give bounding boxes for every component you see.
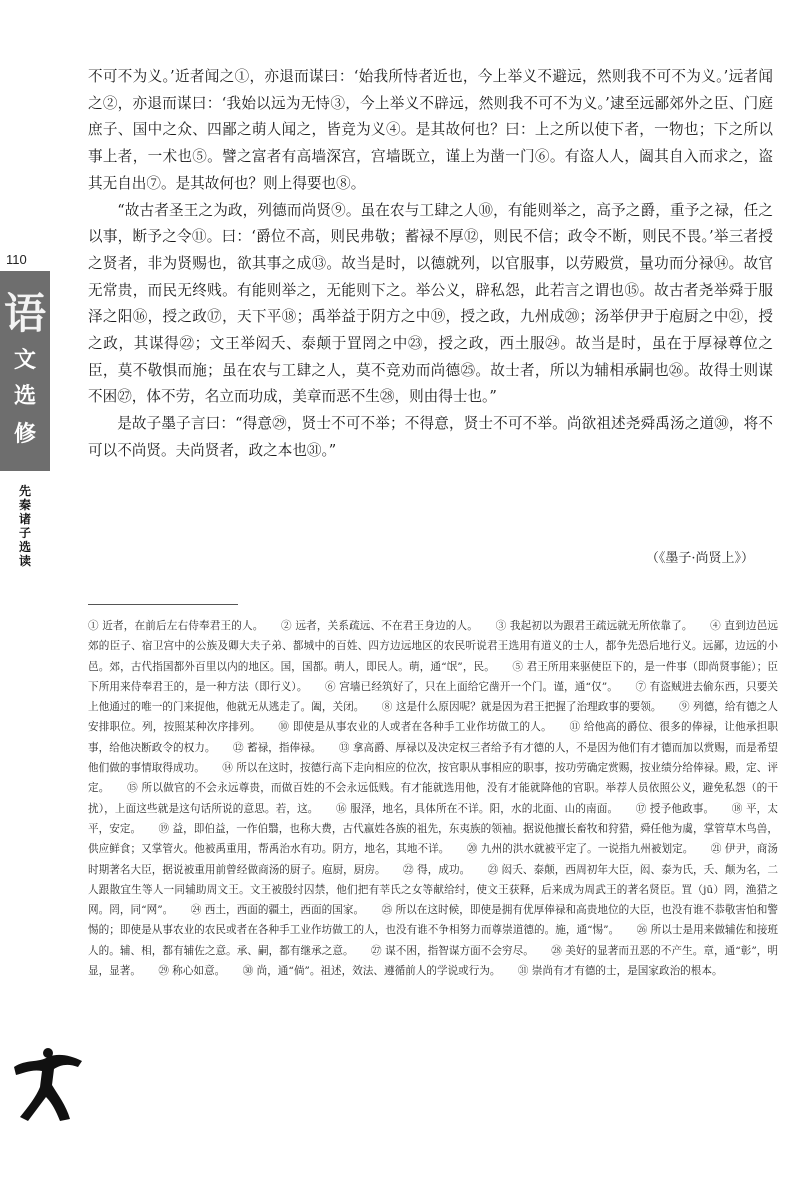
footnote: ⑲ 益，即伯益，一作伯翳，也称大费，古代嬴姓各族的祖先，东夷族的领袖。据说他擅长畜牧和狩猎，舜任他为虞，掌管草木鸟兽，供应鲜食；又掌管火。他被禹重用，帮禹治水有功。阴方，地名，其地不详。 xyxy=(88,822,779,856)
footnote: ⑫ 蓄禄，指俸禄。 xyxy=(232,741,322,754)
body-paragraph-2: “故古者圣王之为政，列德而尚贤⑨。虽在农与工肆之人⑩，有能则举之，高予之爵，重予之禄，任之以事，断予之令⑪。曰：‘爵位不高，则民弗敬；蓄禄不厚⑫，则民不信；政令不断，则民不畏。’举三者授之贤者，非为贤赐也，欲其事之成⑬。故当是时，以德就列，以官服事，以劳殿赏，量功而分禄⑭。故官无常贵，而民无终贱。有能则举之，无能则下之。举公义，辟私怨，此若言之谓也⑮。故古者尧举舜于服泽之阳⑯，授之政⑰，天下平⑱；禹举益于阴方之中⑲，授之政，九州成⑳；汤举伊尹于庖厨之中㉑，授之政，其谋得㉒；文王举闳夭、泰颠于罝罔之中㉓，授之政，西土服㉔。故当是时，虽在于厚禄尊位之臣，莫不敬惧而施；虽在农与工肆之人，莫不竞劝而尚德㉕。故士者，所以为辅相承嗣也㉖。故得士则谋不困㉗，体不劳，名立而功成，美章而恶不生㉘，则由得士也。” xyxy=(88,201,773,406)
footnote: ㉖ 所以士是用来做辅佐和接班人的。辅、相，都有辅佐之意。承、嗣，都有继承之意。 xyxy=(88,924,779,957)
footnote: ⑨ 列德，给有德之人安排职位。列，按照某种次序排列。 xyxy=(88,701,778,734)
footnote: ⑪ 给他高的爵位、很多的俸禄，让他承担职事，给他决断政令的权力。 xyxy=(88,721,778,754)
footnote: ㉛ 崇尚有才有德的士，是国家政治的根本。 xyxy=(517,965,723,978)
footnote: ⑥ 宫墙已经筑好了，只在上面给它凿开一个门。谨，通“仅”。 xyxy=(325,680,618,693)
side-band-char-2: 选 xyxy=(13,384,36,409)
page-number: 110 xyxy=(6,252,27,267)
chapter-side-band xyxy=(0,271,50,471)
footnote: ㉒ 得，成功。 xyxy=(403,863,471,876)
source-citation: （《墨子·尚贤上》） xyxy=(645,551,754,566)
footnote: ⑤ 君王所用来驱使臣下的，是一件事（即尚贤事能）；臣下所用来侍奉君王的，是一种方法（即行义）。 xyxy=(88,660,778,693)
footnote: ⑰ 授予他政事。 xyxy=(635,802,715,815)
footnote: ② 远者，关系疏远、不在君王身边的人。 xyxy=(281,620,479,632)
footnote: ㉔ 西土，西面的疆土，西面的国家。 xyxy=(190,904,365,917)
side-band-big-char: 语 xyxy=(3,289,46,338)
footnote: ㉑ 伊尹，商汤时期著名大臣，据说被重用前曾经做商汤的厨子。庖厨，厨房。 xyxy=(88,843,778,876)
side-band-char-3: 修 xyxy=(13,422,36,447)
footnote-divider xyxy=(88,604,238,605)
footnote: ③ 我起初以为跟君王疏远就无所依靠了。 xyxy=(495,620,693,632)
footnote: ⑬ 拿高爵、厚禄以及决定权三者给予有才德的人，不是因为他们有才德而加以赏赐，而是希望他们做的事情取得成功。 xyxy=(88,741,778,775)
footnote: ㉙ 称心如意。 xyxy=(158,965,226,978)
footnote: ⑳ 九州的洪水就被平定了。一说指九州被划定。 xyxy=(466,843,694,856)
footnote: ㉕ 所以在这时候，即使是拥有优厚俸禄和高贵地位的大臣，也没有谁不恭敬害怕和警惕的；即使是从事农业的农民或者在各种手工业作坊做工的人，也没有谁不争相努力而尊崇道德的。施，通“惕”。 xyxy=(88,904,778,937)
book-vertical-title: 先秦诸子选读 xyxy=(18,484,31,568)
body-paragraph-1: 不可不为义。’近者闻之①，亦退而谋曰：‘始我所恃者近也，今上举义不避远，然则我不可不为义。’远者闻之②，亦退而谋曰：‘我始以远为无恃③，今上举义不辟远，然则我不可不为义。’逮至远鄙郊外之臣、门庭庶子、国中之众、四鄙之萌人闻之，皆竞为义④。是其故何也？曰：上之所以使下者，一物也；下之所以事上者，一术也⑤。譬之富者有高墙深宫，宫墙既立，谨上为凿一门⑥。有盗人人，阖其自入而求之，盗其无自出⑦。是其故何也？则上得要也⑧。 xyxy=(88,68,773,192)
footnote: ㉚ 尚，通“倘”。祖述，效法、遵循前人的学说或行为。 xyxy=(242,965,501,978)
footnote: ① 近者，在前后左右侍奉君王的人。 xyxy=(88,620,264,632)
footnote: ㉗ 谋不困，指智谋方面不会穷尽。 xyxy=(371,944,534,957)
main-text xyxy=(88,64,773,465)
footnote: ⑱ 平，太平，安定。 xyxy=(88,802,778,835)
ink-figure-decoration xyxy=(8,1045,88,1125)
footnote: ㉘ 美好的显著而丑恶的不产生。章，通“彰”，明显，显著。 xyxy=(88,944,778,978)
footnote: ⑯ 服泽，地名，具体所在不详。阳，水的北面、山的南面。 xyxy=(336,802,619,815)
footnote: ⑧ 这是什么原因呢？就是因为君王把握了治理政事的要领。 xyxy=(381,701,662,714)
footnote: ⑭ 所以在这时，按德行高下走向相应的位次，按官职从事相应的职事，按功劳确定赏赐，按业绩分给俸禄。殿，定、评定。 xyxy=(88,762,779,795)
footnote: ④ 直到边邑远郊的臣子、宿卫宫中的公族及卿大夫子弟、都城中的百姓、四方边远地区的农民听说君王选用有道义的士人，都争先恐后地行义。远鄙，边远的小邑。郊，古代指国都外百里以内的地区。国，国都。萌人，即民人。萌，通“氓”，民。 xyxy=(88,620,779,673)
footnote: ㉓ 闳夭、泰颠，西周初年大臣，闳、泰为氏，夭、颠为名，二人跟散宜生等人一同辅助周文王。文王被殷纣囚禁，他们把有莘氏之女等献给纣，使文王获释，后来成为周武王的著名贤臣。罝（jū）罔，渔猎之网。罔，同“网”。 xyxy=(88,863,778,917)
footnotes xyxy=(88,616,778,981)
body-paragraph-3: 是故子墨子言曰：“得意㉙，贤士不可不举；不得意，贤士不可不举。尚欲祖述尧舜禹汤之道㉚，将不可以不尚贤。夫尚贤者，政之本也㉛。” xyxy=(88,415,773,459)
footnote: ⑮ 所以做官的不会永远尊贵，而做百姓的不会永远低贱。有才能就选用他，没有才能就降他的官职。举荐人员依照公义，避免私怨（的干扰），上面这些就是这句话所说的意思。若，这。 xyxy=(88,782,779,815)
side-band-char-1: 文 xyxy=(13,348,36,373)
footnote: ⑦ 有盗贼进去偷东西，只要关上他通过的唯一的门来捉他，他就无从逃走了。阖，关闭。 xyxy=(88,680,778,714)
footnote: ⑩ 即使是从事农业的人或者在各种手工业作坊做工的人。 xyxy=(278,721,552,734)
